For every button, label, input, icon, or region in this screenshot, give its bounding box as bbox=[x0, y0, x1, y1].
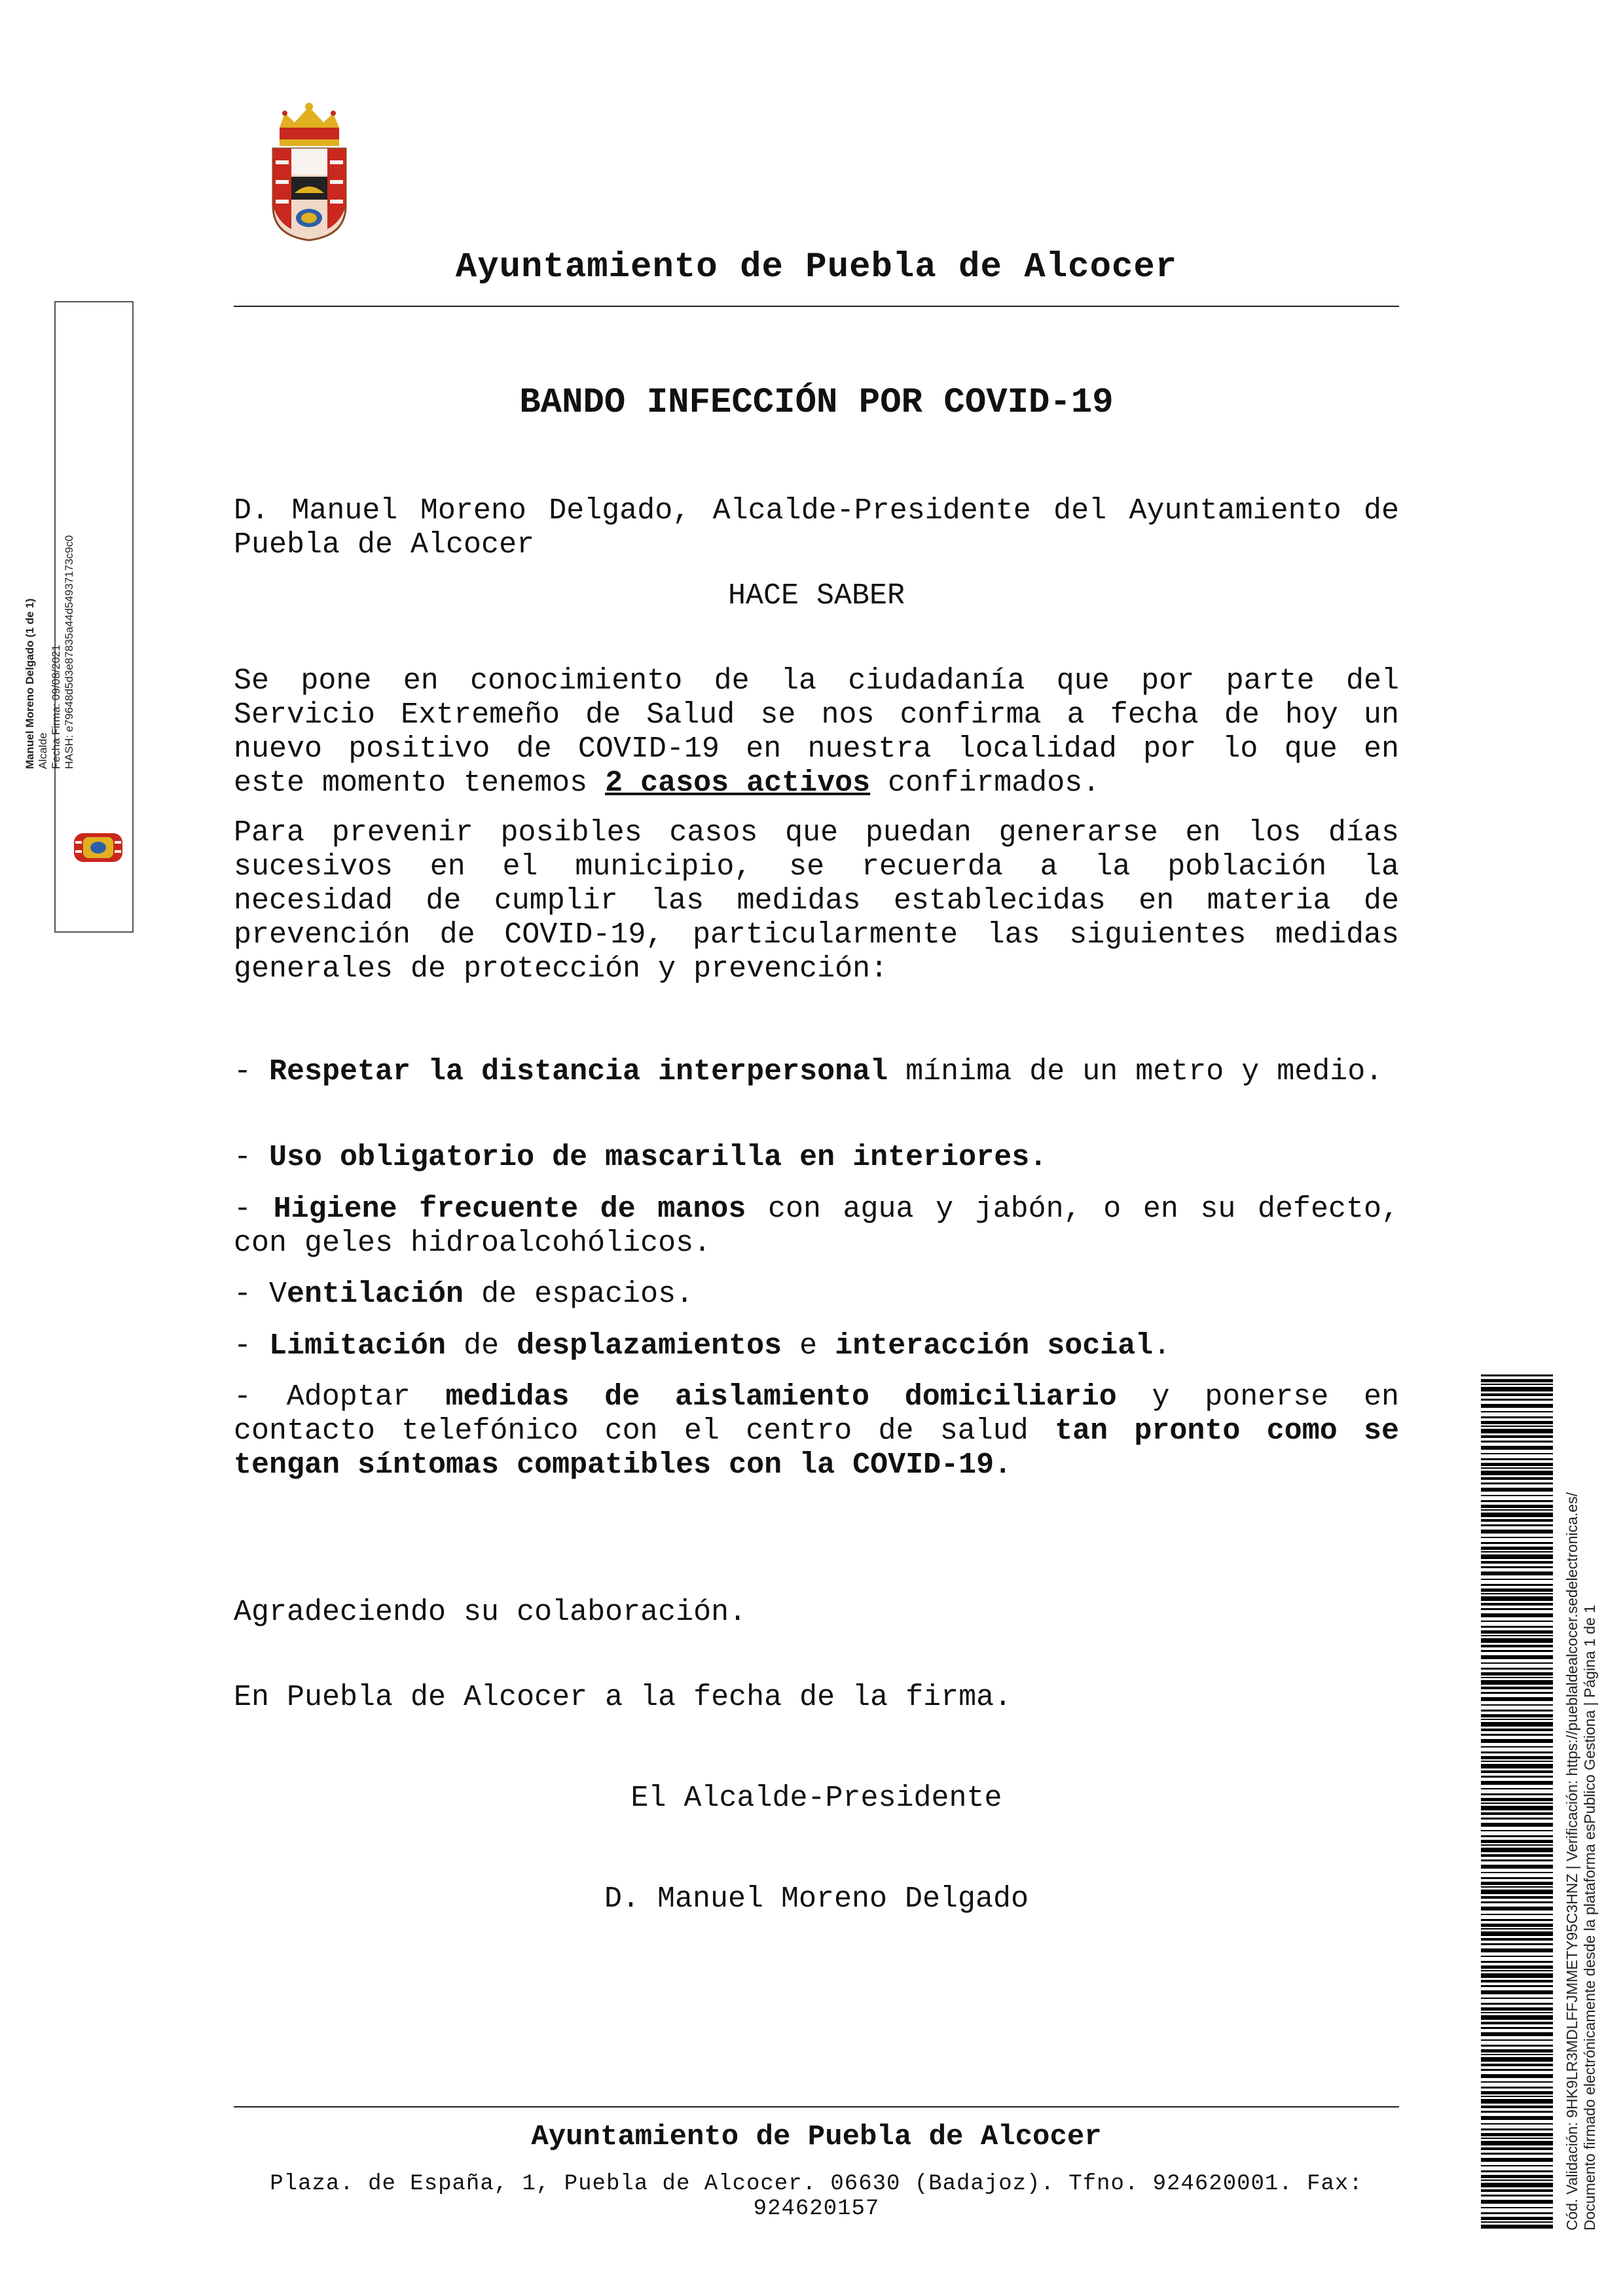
barcode-bar bbox=[1481, 1635, 1553, 1636]
barcode-bar bbox=[1481, 1672, 1553, 1676]
barcode-bar bbox=[1481, 2057, 1553, 2062]
barcode-bar bbox=[1481, 2054, 1553, 2055]
barcode-bar bbox=[1481, 1561, 1553, 1564]
barcode-bar bbox=[1481, 1680, 1553, 1685]
barcode-bar bbox=[1481, 1471, 1553, 1475]
intro-paragraph: D. Manuel Moreno Delgado, Alcalde-Presidente del Ayuntamiento de Puebla de Alcocer bbox=[234, 494, 1399, 562]
measure-limitation-text: de bbox=[446, 1329, 517, 1363]
barcode-bar bbox=[1481, 1458, 1553, 1460]
barcode-bar bbox=[1481, 1547, 1553, 1550]
barcode-bar bbox=[1481, 1566, 1553, 1568]
barcode-bar bbox=[1481, 1467, 1553, 1469]
barcode-bar bbox=[1481, 2022, 1553, 2024]
barcode-bar bbox=[1481, 1835, 1553, 1837]
barcode-bar bbox=[1481, 1608, 1553, 1610]
barcode-bar bbox=[1481, 2064, 1553, 2066]
barcode-bar bbox=[1481, 1865, 1553, 1869]
barcode-bar bbox=[1481, 1990, 1553, 1994]
barcode-bar bbox=[1481, 1542, 1553, 1544]
barcode-bar bbox=[1481, 1584, 1553, 1586]
barcode-bar bbox=[1481, 1505, 1553, 1508]
barcode-bar bbox=[1481, 2012, 1553, 2013]
barcode-bar bbox=[1481, 1626, 1553, 1628]
measure-isolation bbox=[234, 1380, 1399, 1482]
barcode-bar bbox=[1481, 1495, 1553, 1496]
measure-ventilation bbox=[234, 1278, 1399, 1312]
barcode-bar bbox=[1481, 2015, 1553, 2020]
barcode-bar bbox=[1481, 1812, 1553, 1815]
barcode-bar bbox=[1481, 1554, 1553, 1559]
barcode-bar bbox=[1481, 1613, 1553, 1617]
barcode-bar bbox=[1481, 2081, 1553, 2083]
measure-ventilation-rest: de espacios. bbox=[464, 1278, 694, 1311]
barcode-bar bbox=[1481, 1761, 1553, 1762]
barcode-bar bbox=[1481, 1848, 1553, 1852]
barcode-bar bbox=[1481, 1781, 1553, 1785]
barcode-bar bbox=[1481, 2096, 1553, 2097]
announcement-text-end: confirmados. bbox=[870, 766, 1101, 800]
barcode-bar bbox=[1481, 1788, 1553, 1789]
barcode-bar bbox=[1481, 1477, 1553, 1480]
barcode-bar bbox=[1481, 2133, 1553, 2136]
barcode-bar bbox=[1481, 1571, 1553, 1575]
barcode-bar bbox=[1481, 1859, 1553, 1861]
barcode-bar bbox=[1481, 1411, 1553, 1412]
barcode-bar bbox=[1481, 1882, 1553, 1885]
measure-limitation-end: . bbox=[1153, 1329, 1171, 1363]
barcode-bar bbox=[1481, 1823, 1553, 1827]
barcode-bar bbox=[1481, 2111, 1553, 2113]
barcode-bar bbox=[1481, 1956, 1553, 1957]
barcode-bar bbox=[1481, 1764, 1553, 1768]
barcode-bar bbox=[1481, 1662, 1553, 1664]
barcode-bar bbox=[1481, 1488, 1553, 1492]
measure-social-bold: interacción social bbox=[835, 1329, 1154, 1363]
barcode-bar bbox=[1481, 1482, 1553, 1484]
barcode-bar bbox=[1481, 2221, 1553, 2223]
stamp-signer: Manuel Moreno Delgado (1 de 1) bbox=[24, 598, 36, 769]
barcode-bar bbox=[1481, 1579, 1553, 1580]
barcode-bar bbox=[1481, 1463, 1553, 1466]
barcode-bar bbox=[1481, 1593, 1553, 1594]
place-date-line: En Puebla de Alcocer a la fecha de la firma. bbox=[234, 1681, 1012, 1714]
barcode-bar bbox=[1481, 1519, 1553, 1522]
barcode-bar bbox=[1481, 1603, 1553, 1605]
measure-dash: - V bbox=[234, 1278, 287, 1311]
signer-name: D. Manuel Moreno Delgado bbox=[604, 1882, 1029, 1916]
barcode-bar bbox=[1481, 2123, 1553, 2125]
barcode-bar bbox=[1481, 1729, 1553, 1731]
measure-dash: - bbox=[234, 1141, 270, 1174]
barcode-bar bbox=[1481, 2147, 1553, 2150]
prevention-paragraph: Para prevenir posibles casos que puedan generarse en los días sucesivos en el municipio, se recuerda a la población la necesidad de cumplir las medidas establecidas en materia de prevención de COVID-19, particularmente las siguientes medidas generales de protección y prevención: bbox=[234, 816, 1399, 986]
footer-divider bbox=[234, 2106, 1399, 2108]
barcode-bar bbox=[1481, 1770, 1553, 1773]
barcode-bar bbox=[1481, 2087, 1553, 2089]
measure-isolation-text: - Adoptar bbox=[234, 1380, 446, 1414]
barcode-bar bbox=[1481, 1746, 1553, 1748]
measure-hygiene-rest: con agua y jabón, o en su defecto, con geles hidroalcohólicos. bbox=[234, 1193, 1399, 1260]
measure-dash: - bbox=[234, 1193, 274, 1226]
barcode-bar bbox=[1481, 1551, 1553, 1552]
measure-dash: - bbox=[234, 1055, 270, 1088]
barcode-bar bbox=[1481, 2099, 1553, 2104]
barcode-bar bbox=[1481, 1704, 1553, 1706]
barcode-bar bbox=[1481, 2049, 1553, 2053]
barcode-bar bbox=[1481, 1509, 1553, 1511]
barcode-bar bbox=[1481, 2153, 1553, 2155]
barcode-bar bbox=[1481, 1710, 1553, 1712]
barcode-bar bbox=[1481, 1677, 1553, 1678]
measure-limitation-bold: Limitación bbox=[269, 1329, 447, 1363]
barcode-bar bbox=[1481, 1973, 1553, 1978]
barcode-bar bbox=[1481, 2039, 1553, 2041]
barcode-bar bbox=[1481, 1500, 1553, 1502]
barcode-bar bbox=[1481, 1421, 1553, 1424]
barcode-bar bbox=[1481, 1776, 1553, 1778]
announcement-paragraph bbox=[234, 664, 1399, 800]
barcode-bar bbox=[1481, 1756, 1553, 1759]
barcode-bar bbox=[1481, 1435, 1553, 1438]
barcode-bar bbox=[1481, 2175, 1553, 2178]
barcode-bar bbox=[1481, 1907, 1553, 1910]
barcode-bar bbox=[1481, 2179, 1553, 2181]
measure-isolation-bold: medidas de aislamiento domiciliario bbox=[445, 1380, 1117, 1414]
barcode-bar bbox=[1481, 1416, 1553, 1418]
measure-hygiene bbox=[234, 1193, 1399, 1261]
measure-distance bbox=[234, 1055, 1399, 1089]
thanks-line: Agradeciendo su colaboración. bbox=[234, 1596, 747, 1629]
barcode-bar bbox=[1481, 1970, 1553, 1971]
barcode-bar bbox=[1481, 2225, 1553, 2229]
measure-mask-bold: Uso obligatorio de mascarilla en interiores. bbox=[269, 1141, 1048, 1174]
barcode-bar bbox=[1481, 2128, 1553, 2130]
barcode-bar bbox=[1481, 1630, 1553, 1634]
barcode-bar bbox=[1481, 1803, 1553, 1804]
barcode-bar bbox=[1481, 2200, 1553, 2204]
stamp-crest-icon bbox=[69, 828, 128, 867]
barcode-bar bbox=[1481, 1650, 1553, 1652]
validation-text bbox=[1563, 1492, 1599, 2231]
barcode-bar bbox=[1481, 1806, 1553, 1810]
barcode-bar bbox=[1481, 1446, 1553, 1450]
barcode-bar bbox=[1481, 1980, 1553, 1982]
barcode-bar bbox=[1481, 2027, 1553, 2029]
barcode-bar bbox=[1481, 1379, 1553, 1382]
barcode-bar bbox=[1481, 2183, 1553, 2187]
barcode-bar bbox=[1481, 1596, 1553, 1601]
barcode-bar bbox=[1481, 1722, 1553, 1727]
barcode-bar bbox=[1481, 1734, 1553, 1736]
barcode-bar bbox=[1481, 1998, 1553, 1999]
barcode-bar bbox=[1481, 1645, 1553, 1647]
barcode-bar bbox=[1481, 1818, 1553, 1820]
barcode-bar bbox=[1481, 2032, 1553, 2036]
barcode-bar bbox=[1481, 1714, 1553, 1717]
barcode-bar bbox=[1481, 1537, 1553, 1538]
barcode-bar bbox=[1481, 1965, 1553, 1969]
barcode-bar bbox=[1481, 1668, 1553, 1670]
barcode-bar bbox=[1481, 1588, 1553, 1592]
barcode-bar bbox=[1481, 2212, 1553, 2214]
barcode-bar bbox=[1481, 2045, 1553, 2047]
barcode-bar bbox=[1481, 1919, 1553, 1921]
header-title: Ayuntamiento de Puebla de Alcocer bbox=[455, 247, 1178, 287]
barcode-bar bbox=[1481, 1830, 1553, 1831]
barcode-bar bbox=[1481, 1943, 1553, 1945]
barcode-bar bbox=[1481, 1914, 1553, 1915]
barcode-bar bbox=[1481, 2138, 1553, 2139]
barcode-bar bbox=[1481, 1374, 1553, 1376]
barcode-bar bbox=[1481, 1938, 1553, 1941]
measure-mask bbox=[234, 1141, 1399, 1175]
barcode-bar bbox=[1481, 1513, 1553, 1517]
barcode-bar bbox=[1481, 2003, 1553, 2005]
measure-limitation bbox=[234, 1329, 1399, 1363]
barcode-bar bbox=[1481, 1901, 1553, 1903]
measure-limitation-text: e bbox=[782, 1329, 835, 1363]
barcode-bar bbox=[1481, 1655, 1553, 1659]
barcode-bar bbox=[1481, 1890, 1553, 1894]
barcode-bar bbox=[1481, 2074, 1553, 2078]
measure-isolation-rest: y ponerse en contacto telefónico con el centro de salud bbox=[234, 1380, 1400, 1448]
barcode-bar bbox=[1481, 1530, 1553, 1534]
barcode-bar bbox=[1481, 1692, 1553, 1694]
barcode-bar bbox=[1481, 1844, 1553, 1846]
barcode-bar bbox=[1481, 1429, 1553, 1433]
barcode-bar bbox=[1481, 2007, 1553, 2011]
measure-distance-rest: mínima de un metro y medio. bbox=[888, 1055, 1383, 1088]
measure-symptoms-bold: tan pronto como se tengan síntomas compatibles con la COVID-19. bbox=[234, 1414, 1399, 1482]
barcode-bar bbox=[1481, 1739, 1553, 1743]
barcode-bar bbox=[1481, 2116, 1553, 2120]
footer-address: Plaza. de España, 1, Puebla de Alcocer. 06630 (Badajoz). Tfno. 924620001. Fax: 924620157 bbox=[270, 2172, 1363, 2221]
barcode-bar bbox=[1481, 1877, 1553, 1879]
barcode-bar bbox=[1481, 1687, 1553, 1689]
barcode-bar bbox=[1481, 2170, 1553, 2172]
barcode-bar bbox=[1481, 1886, 1553, 1888]
barcode-bar bbox=[1481, 1404, 1553, 1408]
barcode-bar bbox=[1481, 2069, 1553, 2071]
stamp-role: Alcalde bbox=[37, 732, 49, 769]
signature-stamp-text bbox=[24, 535, 76, 769]
barcode-bar bbox=[1481, 2207, 1553, 2208]
stamp-hash: HASH: e79648d5d3e87835a44d54937173c9c0 bbox=[63, 535, 75, 769]
footer-title: Ayuntamiento de Puebla de Alcocer bbox=[531, 2121, 1102, 2153]
barcode-bar bbox=[1481, 2141, 1553, 2145]
barcode-bar bbox=[1481, 1985, 1553, 1987]
barcode-bar bbox=[1481, 1393, 1553, 1396]
barcode-bar bbox=[1481, 1961, 1553, 1963]
barcode-bar bbox=[1481, 1854, 1553, 1857]
barcode-bar bbox=[1481, 1798, 1553, 1801]
barcode-bar bbox=[1481, 1924, 1553, 1927]
barcode-bar bbox=[1481, 2091, 1553, 2094]
measure-distance-bold: Respetar la distancia interpersonal bbox=[269, 1055, 888, 1088]
measure-displacement-bold: desplazamientos bbox=[517, 1329, 782, 1363]
barcode-bar bbox=[1481, 1426, 1553, 1427]
barcode-bar bbox=[1481, 2165, 1553, 2166]
barcode-bar bbox=[1481, 1751, 1553, 1753]
document-title: BANDO INFECCIÓN POR COVID-19 bbox=[519, 383, 1114, 423]
barcode-bar bbox=[1481, 1719, 1553, 1720]
header-divider bbox=[234, 306, 1399, 307]
measure-dash: - bbox=[234, 1329, 270, 1363]
stamp-date: Fecha Firma: 09/08/2021 bbox=[50, 645, 62, 769]
barcode-bar bbox=[1481, 1384, 1553, 1385]
barcode-bar bbox=[1481, 1948, 1553, 1952]
barcode-bar bbox=[1481, 1896, 1553, 1899]
barcode-bar bbox=[1481, 2158, 1553, 2162]
validation-code: Cód. Validación: 9HK9LR3MDLFFJMMETY95C3HNZ | Verificación: https://pueblaldealcocer.sedelectronica.es/ bbox=[1563, 1492, 1580, 2231]
barcode-bar bbox=[1481, 2217, 1553, 2220]
validation-platform: Documento firmado electrónicamente desde la plataforma esPublico Gestiona | Página 1 de 1 bbox=[1581, 1605, 1598, 2231]
barcode-bar bbox=[1481, 1399, 1553, 1401]
barcode-bar bbox=[1481, 1453, 1553, 1454]
barcode-bar bbox=[1481, 1524, 1553, 1526]
measure-hygiene-bold: Higiene frecuente de manos bbox=[273, 1193, 746, 1226]
announcement-text: Se pone en conocimiento de la ciudadanía que por parte del Servicio Extremeño de Salud se nos confirma a fecha de hoy un nuevo positivo de COVID-19 en nuestra localidad por lo que en este momento tenemos bbox=[234, 664, 1399, 800]
barcode-bar bbox=[1481, 1441, 1553, 1443]
barcode-bar bbox=[1481, 2189, 1553, 2192]
barcode-bar bbox=[1481, 1697, 1553, 1701]
barcode-bar bbox=[1481, 1793, 1553, 1795]
validation-barcode bbox=[1481, 1374, 1553, 2229]
barcode-bar bbox=[1481, 1621, 1553, 1622]
barcode-bar bbox=[1481, 2106, 1553, 2108]
active-cases: 2 casos activos bbox=[605, 766, 871, 800]
barcode-bar bbox=[1481, 2195, 1553, 2197]
barcode-bar bbox=[1481, 1638, 1553, 1643]
municipal-crest-logo bbox=[265, 101, 354, 242]
barcode-bar bbox=[1481, 1387, 1553, 1391]
barcode-bar bbox=[1481, 1928, 1553, 1929]
hace-saber-heading: HACE SABER bbox=[727, 579, 905, 613]
signer-role: El Alcalde-Presidente bbox=[630, 1782, 1002, 1815]
measure-ventilation-bold: entilación bbox=[287, 1278, 464, 1311]
barcode-bar bbox=[1481, 1931, 1553, 1936]
barcode-bar bbox=[1481, 1872, 1553, 1873]
barcode-bar bbox=[1481, 1840, 1553, 1843]
